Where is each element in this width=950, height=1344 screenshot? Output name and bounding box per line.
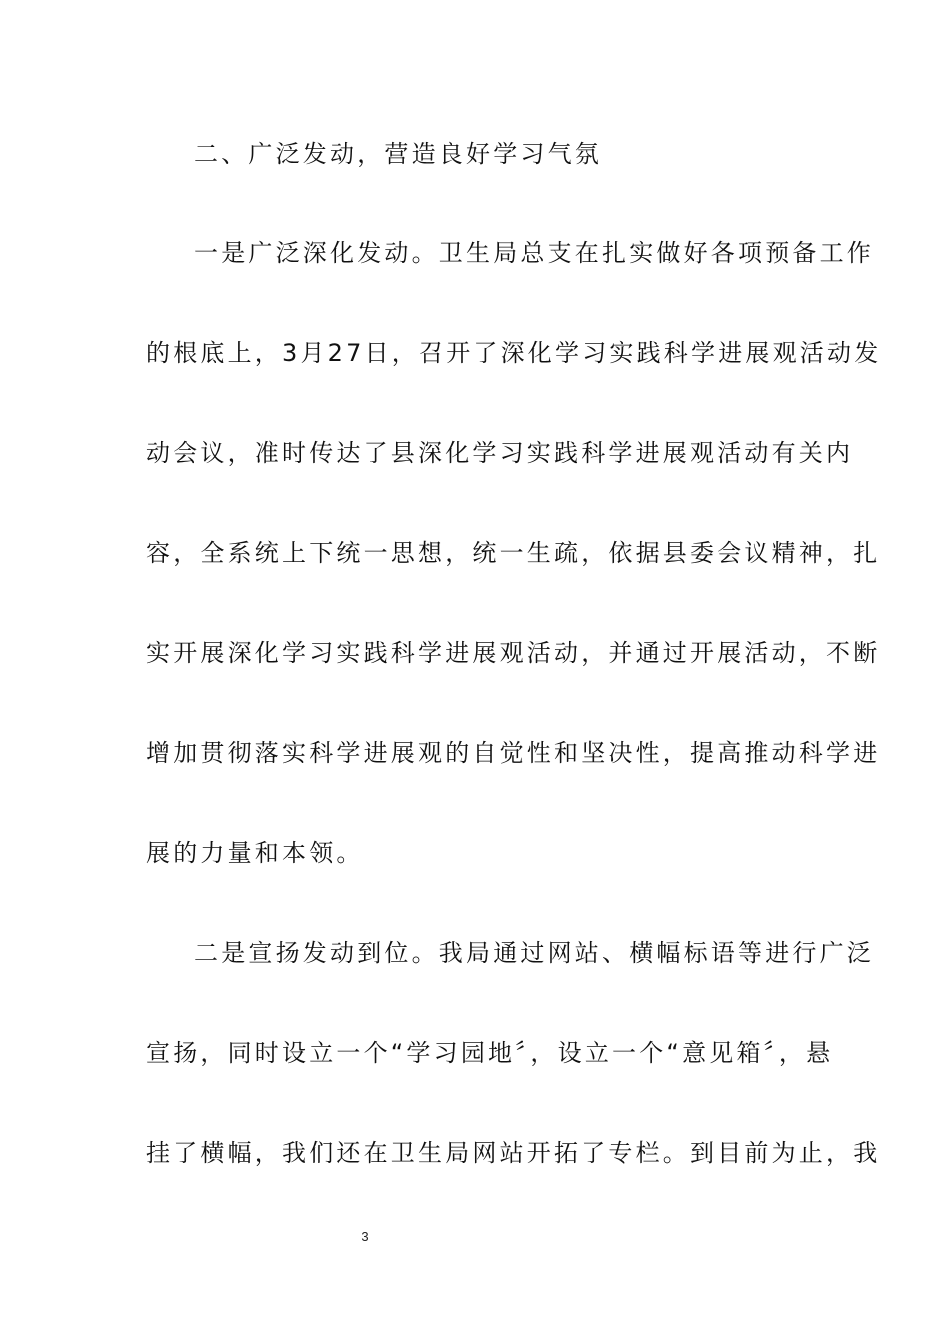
paragraph-line: 动会议，准时传达了县深化学习实践科学进展观活动有关内 — [146, 439, 854, 467]
paragraph-line: 展的力量和本领。 — [146, 839, 364, 867]
paragraph-line: 实开展深化学习实践科学进展观活动，并通过开展活动，不断 — [146, 639, 881, 667]
paragraph-line: 宣扬，同时设立一个“学习园地〞，设立一个“意见箱〞，悬 — [146, 1039, 834, 1067]
section-heading: 二、广泛发动，营造良好学习气氛 — [194, 140, 602, 168]
page-number: 3 — [361, 1229, 369, 1244]
paragraph-line: 挂了横幅，我们还在卫生局网站开拓了专栏。到目前为止，我 — [146, 1139, 881, 1167]
paragraph-line: 的根底上，3月27日，召开了深化学习实践科学进展观活动发 — [146, 339, 882, 367]
paragraph-line: 容，全系统上下统一思想，统一生疏，依据县委会议精神，扎 — [146, 539, 881, 567]
paragraph-line: 一是广泛深化发动。卫生局总支在扎实做好各项预备工作 — [194, 239, 874, 267]
paragraph-line: 二是宣扬发动到位。我局通过网站、横幅标语等进行广泛 — [194, 939, 874, 967]
paragraph-line: 增加贯彻落实科学进展观的自觉性和坚决性，提高推动科学进 — [146, 739, 881, 767]
